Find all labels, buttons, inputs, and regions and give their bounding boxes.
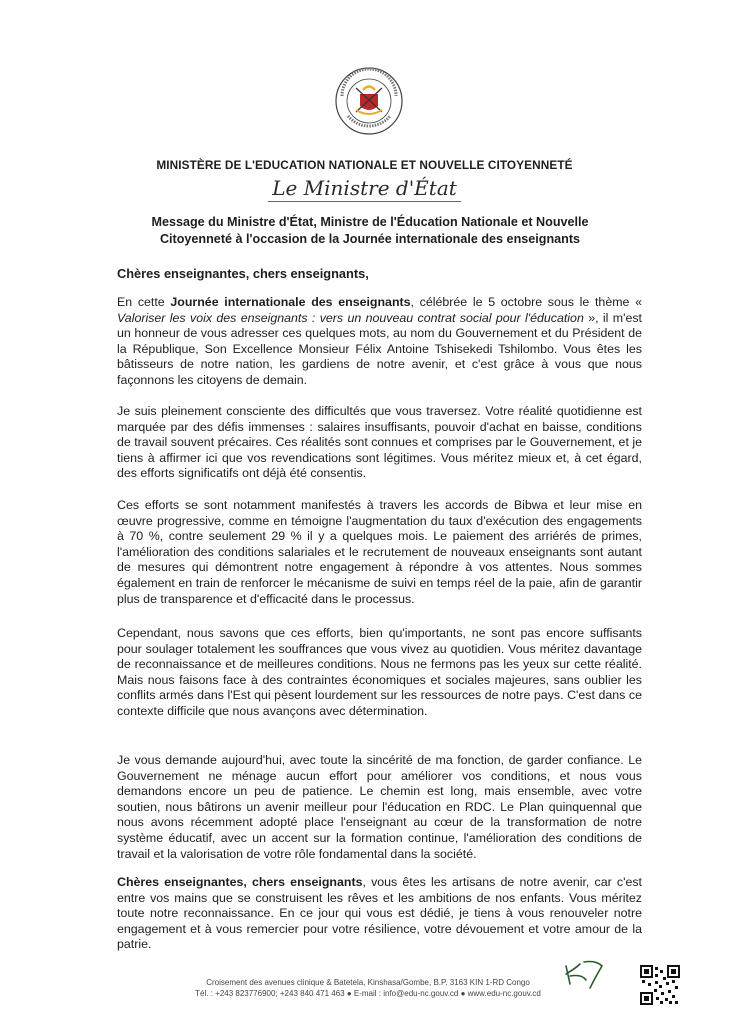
p1-italic-theme: Valoriser les voix des enseignants : vers un nouveau contrat social pour l'éducation — [117, 310, 584, 325]
paragraph-2: Je suis pleinement consciente des difficultés que vous traversez. Votre réalité quotidienne est marquée par des défis immenses : salaires insuffisants, pouvoir d'achat en baisse, conditions de travail souvent précaires. Ces réalités sont connues et comprises par le Gouvernement, et je tiens à affirmer ici que vos revendications sont légitimes. Vous méritez mieux et, à cet égard, des efforts significatifs ont déjà été consentis. — [117, 404, 642, 481]
p6-text-b: , vous êtes les artisans de notre avenir, car c'est entre vos mains que se construisent les rêves et les ambitions de nos enfants. Vous méritez toute notre reconnaissance. En ce jour qui vous est dédié, je tiens à vous renouveler notre engagement et à vous remercier pour votre résilience, votre dévouement et votre amour de la patrie. — [117, 875, 642, 952]
p1-text-a: En cette — [117, 295, 171, 309]
paragraph-3: Ces efforts se sont notamment manifestés à travers les accords de Bibwa et leur mise en œuvre progressive, comme en témoigne l'augmentation du taux d'exécution des engagements à 70 %, contre seulement 29 % il y a quelques mois. Le paiement des arriérés de primes, l'amélioration des conditions salariales et le recrutement de nouveaux enseignants sont autant de mesures qui démontrent notre engagement à répondre à vos attentes. Nous sommes également en train de renforcer le mécanisme de suivi en temps réel de la paie, afin de garantir plus de transparence et d'efficacité dans le processus. — [117, 498, 642, 606]
coat-of-arms-seal — [334, 66, 404, 136]
handwritten-signature — [560, 958, 610, 990]
p6-bold-salutation: Chères enseignantes, chers enseignants — [117, 875, 363, 889]
qr-code-icon — [640, 965, 680, 1005]
p1-text-c: , célébrée le 5 octobre sous le thème « — [410, 295, 643, 309]
footer-line-2: Tél. : +243 823776900; +243 840 471 463 ● E-mail : info@edu-nc.gouv.cd ● www.edu-nc.gouv.cd — [195, 989, 541, 998]
paragraph-1 — [117, 295, 642, 389]
paragraph-4: Cependant, nous savons que ces efforts, bien qu'importants, ne sont pas encore suffisants pour soulager totalement les souffrances que vous vivez au quotidien. Vous méritez davantage de reconnaissance et de meilleures conditions. Nous ne fermons pas les yeux sur cette réalité. Mais nous faisons face à des contraintes économiques et sociales majeures, sans oublier les conflits armés dans l'Est qui pèsent lourdement sur les ressources de notre pays. C'est dans ce contexte difficile que nous avançons avec détermination. — [117, 626, 642, 718]
paragraph-5: Je vous demande aujourd'hui, avec toute la sincérité de ma fonction, de garder confiance. Le Gouvernement ne ménage aucun effort pour améliorer vos conditions, et nous vous demandons encore un peu de patience. Le chemin est long, mais ensemble, avec votre soutien, nous bâtirons un avenir meilleur pour l'éducation en RDC. Le Plan quinquennal que nous avons récemment adopté place l'enseignant au cœur de la transformation de notre système éducatif, avec un accent sur la formation continue, l'amélioration des conditions de travail et la valorisation de votre rôle fondamental dans la société. — [117, 753, 642, 861]
p1-text-e: », il m'est un honneur de vous adresser ces quelques mots, au nom du Gouvernement et du Président de la République, Son Excellence Monsieur Félix Antoine Tshisekedi Tshilombo. Vous êtes les bâtisseurs de notre nation, les gardiens de notre avenir, et c'est grâce à vous que nous façonnons les citoyens de demain. — [117, 310, 642, 387]
footer-line-1: Croisement des avenues clinique & Batetela, Kinshasa/Gombe, B.P. 3163 KIN 1-RD Congo — [206, 978, 530, 987]
minister-title — [0, 176, 729, 200]
paragraph-6 — [117, 875, 642, 953]
p1-bold-event: Journée internationale des enseignants — [170, 295, 411, 309]
message-title: Message du Ministre d'État, Ministre de l'Éducation Nationale et Nouvelle Citoyenneté à l'occasion de la Journée internationale des enseignants — [151, 215, 589, 246]
salutation: Chères enseignantes, chers enseignants, — [117, 266, 369, 281]
ministry-name: MINISTÈRE DE L'EDUCATION NATIONALE ET NOUVELLE CITOYENNETÉ — [156, 158, 573, 172]
footer-address — [178, 977, 558, 999]
minister-title-text: Le Ministre d'État — [268, 176, 461, 202]
